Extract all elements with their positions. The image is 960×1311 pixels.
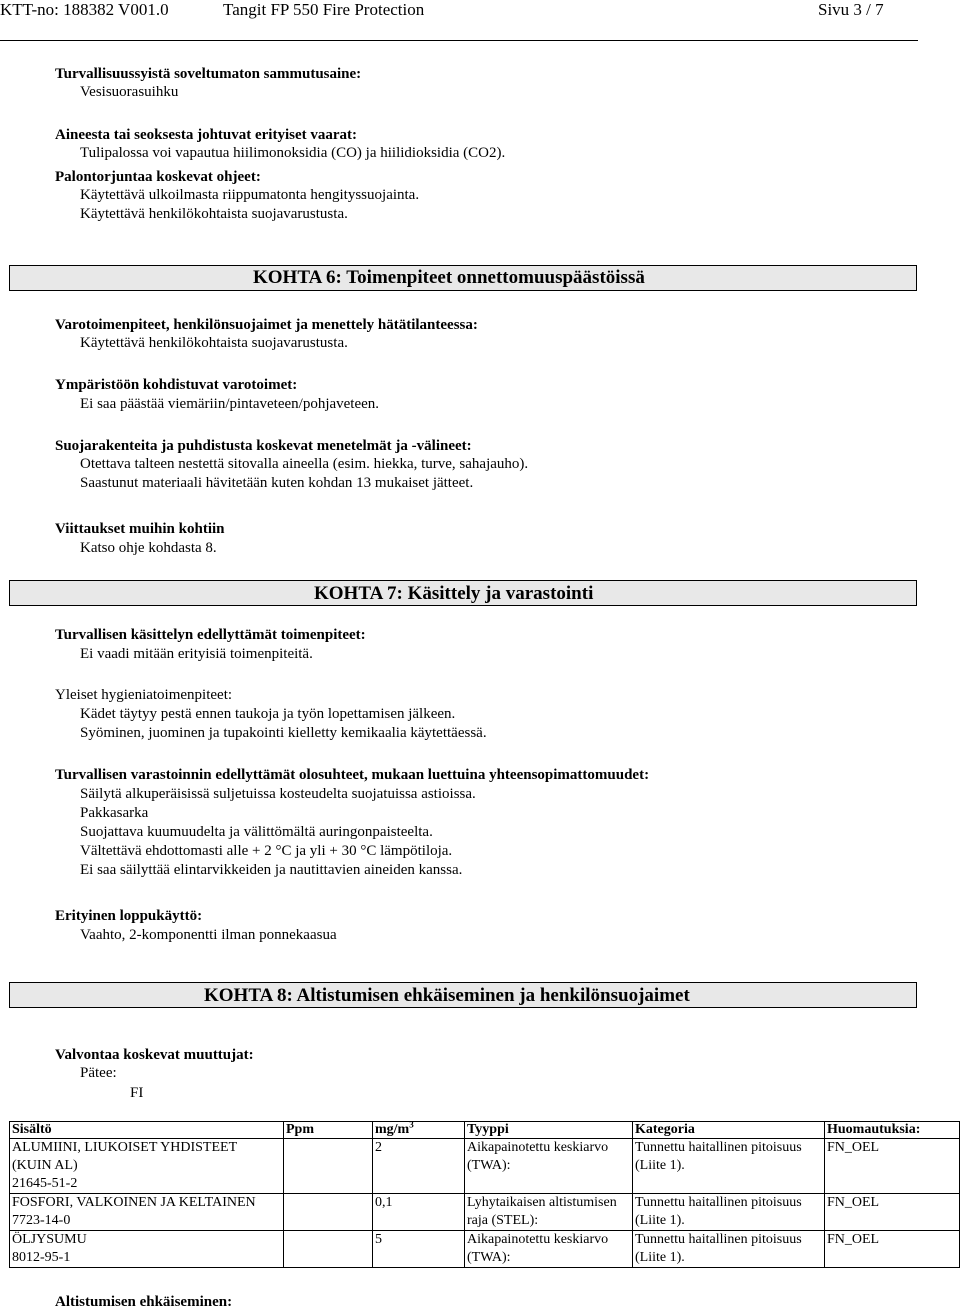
type-line: (TWA): [467,1250,511,1265]
hygiene-line: Kädet täytyy pestä ennen taukoja ja työn lopettamisen jälkeen. [80,706,456,722]
substance-cell [10,1194,284,1231]
type-cell [465,1139,633,1194]
references-value: Katso ohje kohdasta 8. [80,540,217,556]
type-line: raja (STEL): [467,1213,539,1228]
unsuitable-media-value: Vesisuorasuihku [80,84,179,100]
applies-value: FI [130,1085,144,1101]
category-line: Tunnettu haitallinen pitoisuus [635,1232,802,1247]
exposure-limits-table [9,1121,960,1268]
category-cell [633,1194,825,1231]
category-line: Tunnettu haitallinen pitoisuus [635,1195,802,1210]
category-line: (Liite 1). [635,1213,685,1228]
col-header-type: Tyyppi [465,1122,633,1139]
storage-line: Ei saa säilyttää elintarvikkeiden ja nautittavien aineiden kanssa. [80,862,463,878]
header-rule [0,40,918,41]
ppm-cell [284,1139,373,1194]
emergency-precautions-label: Varotoimenpiteet, henkilönsuojaimet ja menettely hätätilanteessa: [55,317,478,333]
table-header-row [10,1122,960,1139]
document-id: KTT-no: 188382 V001.0 [0,0,169,19]
storage-line: Pakkasarka [80,805,149,821]
cleanup-methods-line: Otettava talteen nestettä sitovalla aineella (esim. hiekka, turve, sahajauho). [80,456,529,472]
col-header-ppm: Ppm [284,1122,373,1139]
category-line: Tunnettu haitallinen pitoisuus [635,1140,802,1155]
environmental-precautions-label: Ympäristöön kohdistuvat varotoimet: [55,377,298,393]
hygiene-line: Syöminen, juominen ja tupakointi kielletty kemikaalia käytettäessä. [80,725,487,741]
section-7-title: KOHTA 7: Käsittely ja varastointi [314,583,594,604]
type-cell [465,1231,633,1268]
mgm3-cell: 5 [373,1231,465,1268]
table-row [10,1139,960,1194]
emergency-precautions-value: Käytettävä henkilökohtaista suojavarustusta. [80,335,348,351]
firefighting-advice-line: Käytettävä ulkoilmasta riippumatonta hengityssuojainta. [80,187,420,203]
col-header-mgm3 [373,1119,465,1139]
product-name: Tangit FP 550 Fire Protection [223,0,425,19]
substance-name: ALUMIINI, LIUKOISET YHDISTEET [12,1140,238,1155]
special-hazards-value: Tulipalossa voi vapautua hiilimonoksidia (CO) ja hiilidioksidia (CO2). [80,145,506,161]
type-line: (TWA): [467,1158,511,1173]
hygiene-label: Yleiset hygieniatoimenpiteet: [55,687,233,703]
cleanup-methods-line: Saastunut materiaali hävitetään kuten kohdan 13 mukaiset jätteet. [80,475,474,491]
section-6-title: KOHTA 6: Toimenpiteet onnettomuuspäästöissä [253,267,645,288]
storage-conditions-label: Turvallisen varastoinnin edellyttämät olosuhteet, mukaan luettuina yhteensopimattomuudet: [55,767,650,783]
firefighting-advice-label: Palontorjuntaa koskevat ohjeet: [55,169,261,185]
col-header-content: Sisältö [10,1122,284,1139]
applies-label: Pätee: [80,1065,117,1081]
cas-number: 21645-51-2 [12,1176,78,1191]
type-cell [465,1194,633,1231]
substance-cell [10,1231,284,1268]
safe-handling-value: Ei vaadi mitään erityisiä toimenpiteitä. [80,646,313,662]
special-hazards-label: Aineesta tai seoksesta johtuvat erityiset vaarat: [55,127,358,143]
table-row [10,1194,960,1231]
substance-name: (KUIN AL) [12,1158,78,1173]
storage-line: Suojattava kuumuudelta ja välittömältä auringonpaisteelta. [80,824,433,840]
environmental-precautions-value: Ei saa päästää viemäriin/pintaveteen/pohjaveteen. [80,396,380,412]
cleanup-methods-label: Suojarakenteita ja puhdistusta koskevat menetelmät ja -välineet: [55,438,472,454]
mgm3-superscript: 3 [409,1119,414,1130]
substance-cell [10,1139,284,1194]
category-line: (Liite 1). [635,1250,685,1265]
unsuitable-media-label: Turvallisuussyistä soveltumaton sammutusaine: [55,66,362,82]
notes-cell: FN_OEL [825,1139,960,1194]
mgm3-cell: 0,1 [373,1194,465,1231]
mgm3-base: mg/m [375,1122,410,1137]
specific-end-use-label: Erityinen loppukäyttö: [55,908,203,924]
type-line: Lyhytaikaisen altistumisen [467,1195,617,1210]
category-cell [633,1139,825,1194]
substance-name: FOSFORI, VALKOINEN JA KELTAINEN [12,1195,256,1210]
references-label: Viittaukset muihin kohtiin [55,521,225,537]
ppm-cell [284,1231,373,1268]
type-line: Aikapainotettu keskiarvo [467,1232,609,1247]
storage-line: Säilytä alkuperäisissä suljetuissa kosteudelta suojatuissa astioissa. [80,786,476,802]
cas-number: 7723-14-0 [12,1213,71,1228]
page-number: Sivu 3 / 7 [818,0,884,19]
table-row [10,1231,960,1268]
safe-handling-label: Turvallisen käsittelyn edellyttämät toimenpiteet: [55,627,366,643]
cas-number: 8012-95-1 [12,1250,71,1265]
notes-cell: FN_OEL [825,1231,960,1268]
section-8-title: KOHTA 8: Altistumisen ehkäiseminen ja henkilönsuojaimet [204,985,690,1006]
firefighting-advice-line: Käytettävä henkilökohtaista suojavarustusta. [80,206,348,222]
exposure-controls-label: Altistumisen ehkäiseminen: [55,1294,233,1310]
col-header-notes: Huomautuksia: [825,1122,960,1139]
storage-line: Vältettävä ehdottomasti alle + 2 °C ja yli + 30 °C lämpötiloja. [80,843,453,859]
col-header-category: Kategoria [633,1122,825,1139]
mgm3-cell: 2 [373,1139,465,1194]
ppm-cell [284,1194,373,1231]
type-line: Aikapainotettu keskiarvo [467,1140,609,1155]
control-parameters-label: Valvontaa koskevat muuttujat: [55,1047,254,1063]
specific-end-use-value: Vaahto, 2-komponentti ilman ponnekaasua [80,927,337,943]
category-line: (Liite 1). [635,1158,685,1173]
category-cell [633,1231,825,1268]
notes-cell: FN_OEL [825,1194,960,1231]
substance-name: ÖLJYSUMU [12,1232,87,1247]
